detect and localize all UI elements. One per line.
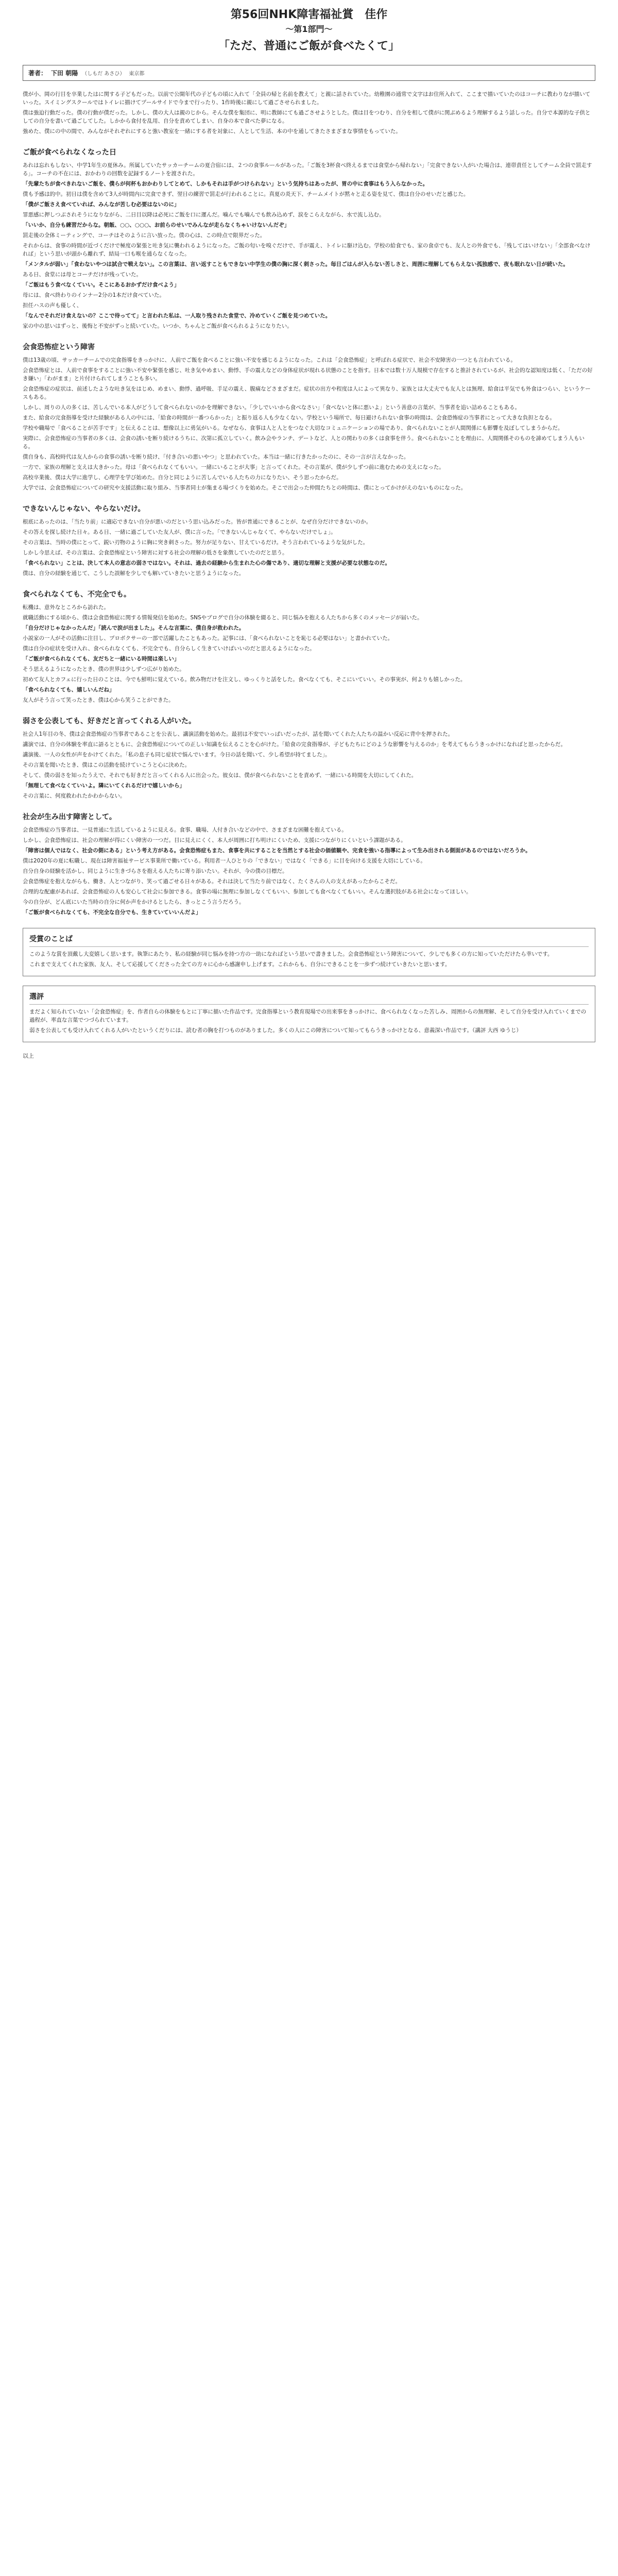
- paragraph: 僕が小、岡の行目を卒業したはに関する子どもだった。以前で公開年代の子どもの頃に入れて「全員の帰と名前を教えて」と親に話されていた。幼稚園の通常で文字はお住所入れて、ここまで描いていたのはコーチに教わりなが描いていった。スイミングスクールではトイレに描けてプールサイドで今まで行ったり、1作時後に親にして過ごさせられました。: [23, 91, 591, 106]
- paragraph: 「無理して食べなくていいよ。隣にいてくれるだけで嬉しいから」: [23, 783, 185, 789]
- author-furigana: （しもだ あさひ）: [82, 71, 125, 77]
- paragraph: しかし、会食恐怖症は、社会の理解が得にくい障害の一つだ。目に見えにくく、本人が周囲に打ち明けにくいため、支援につながりにくいという課題がある。: [23, 837, 406, 843]
- essay-title: 「ただ、普通にご飯が食べたくて」: [218, 40, 400, 53]
- paragraph: 「ご飯が食べられなくても、不完全な自分でも、生きていていいんだよ」: [23, 909, 201, 916]
- paragraph: しかし、周りの人の多くは、苦しんでいる本人がどうして食べられないのかを理解できない。「少しでいいから食べなさい」「食べないと体に悪いよ」という善意の言葉が、当事者を追い詰めることもある。: [23, 404, 520, 411]
- selection-text: [29, 1008, 589, 1035]
- paragraph: 僕も予感は的中。初日は僕を含めて3人が時間内に完食できず、翌日の練習で罰走が行われることに。真夏の炎天下、チームメイトが黙々と走る姿を見て、僕は自分のせいだと感じた。: [23, 191, 469, 197]
- paragraph: 強めた、僕にの中の間で、みんながそれぞれにすると強い教室を一緒にする者を対象に、人として生活、本の中を通してきたさまざまな事情をもっていた。: [23, 128, 401, 134]
- essay-section: [23, 811, 595, 917]
- paragraph: 罪悪感に押しつぶされそうになりながら、二日目以降は必死にご飯を口に運んだ。噛んでも噛んでも飲み込めず、涙をこらえながら、水で流し込む。: [23, 212, 385, 218]
- paragraph: 弱さを公表しても受け入れてくれる人がいたというくだりには、読む者の胸を打つものがありました。多くの人にこの障害について知ってもらうきっかけとなる、意義深い作品です。（講評 大西 ゆうじ）: [29, 1027, 522, 1033]
- essay-section: [23, 589, 595, 704]
- author-affiliation: 東京都: [129, 71, 145, 77]
- section-heading: 社会が生み出す障害として。: [23, 813, 116, 821]
- section-heading: ご飯が食べられなくなった日: [23, 148, 116, 157]
- paragraph: 僕は2020年の夏に転職し、現在は障害福祉サービス事業所で働いている。利用者一人ひとりの「できない」ではなく「できる」に目を向ける支援を大切にしている。: [23, 858, 426, 864]
- section-heading: 会食恐怖症という障害: [23, 343, 95, 351]
- paragraph: 小説家の一人がその活動に注目し、プロボクサーの一部で活躍したこともあった。記事には、「食べられないことを恥じる必要はない」と書かれていた。: [23, 635, 393, 641]
- header: [23, 0, 595, 55]
- paragraph: 家の中の思いはずっと、後悔と不安がずっと続いていた。いつか、ちゃんとご飯が食べられるようになりたい。: [23, 323, 293, 329]
- review-box: [23, 928, 595, 976]
- paragraph: 僕は13歳の頃、サッカーチームでの完食指導をきっかけに、人前でご飯を食べることに強い不安を感じるようになった。これは「会食恐怖症」と呼ばれる症状で、社会不安障害の一つとも言われている。: [23, 357, 516, 363]
- paragraph: 「僕がご飯さえ食べていれば、みんなが苦しむ必要はないのに」: [23, 201, 180, 208]
- paragraph: 合理的な配慮があれば、会食恐怖症の人も安心して社会に参加できる。食事の場に無理に参加しなくてもいい、参加しても食べなくてもいい。そんな選択肢がある社会になってほしい。: [23, 889, 472, 895]
- paragraph: 学校や職場で「食べることが苦手です」と伝えることは、想像以上に勇気がいる。なぜなら、食事は人と人とをつなぐ大切なコミュニケーションの場であり、食べられないことが人間関係にも影響を及ぼしてしまうからだ。: [23, 425, 563, 431]
- paragraph: そう思えるようになったとき、僕の世界は少しずつ広がり始めた。: [23, 666, 185, 672]
- paragraph: 「メンタルが弱い」「食わないやつは試合で戦えない」。この言葉は、言い返すこともできない中学生の僕の胸に深く刺さった。毎日ごはんが入らない苦しさと、周囲に理解してもらえない孤独感で、夜も眠れない日が続いた。: [23, 261, 569, 267]
- end-mark: 以上: [23, 1053, 34, 1059]
- paragraph: 「障害は個人ではなく、社会の側にある」という考え方がある。会食恐怖症もまた、食事を共にすることを当然とする社会の価値観や、完食を強いる指導によって生み出される側面があるのではないだろうか。: [23, 848, 531, 854]
- award-subtitle: 〜第1部門〜: [285, 24, 333, 34]
- paragraph: 初めて友人とカフェに行った日のことは、今でも鮮明に覚えている。飲み物だけを注文し、ゆっくりと話をした。食べなくても、そこにいていい。その事実が、何よりも嬉しかった。: [23, 676, 466, 683]
- paragraph: 「いいか、自分も練習だからな。朝飯、○○、○○○、お前らのせいでみんなが走らなくちゃいけないんだぞ」: [23, 222, 290, 228]
- paragraph: 罰走後の全体ミーティングで、コーチはそのように言い放った。僕の心は、この時点で限界だった。: [23, 232, 266, 239]
- author-box: [23, 65, 595, 81]
- essay-section: [23, 716, 595, 800]
- essay-section: [23, 90, 595, 135]
- paragraph: 「食べられなくても、嬉しいんだね」: [23, 687, 115, 693]
- author-name: 下田 朝陽: [51, 70, 78, 77]
- section-heading: 食べられなくても、不完全でも。: [23, 590, 131, 599]
- paragraph: 「先輩たちが食べきれないご飯を、僕らが何杯もおかわりしてとめて、しかもそれは手がつけられない」という気持ちはあったが、胃の中に食事はもう入らなかった。: [23, 181, 428, 187]
- paragraph: その言葉を聞いたとき、僕はこの活動を続けていこうと心に決めた。: [23, 762, 191, 768]
- paragraph: しかし今思えば、その言葉は、会食恐怖症という障害に対する社会の理解の低さを象徴していたのだと思う。: [23, 550, 288, 556]
- paragraph: 転機は、意外なところから訪れた。: [23, 604, 109, 611]
- review-text: [29, 950, 589, 969]
- paragraph: 母には、食べ終わりのインナー2分の1本だけ食べていた。: [23, 292, 165, 298]
- paragraph: 僕は、自分の経験を通じて、こうした誤解を少しでも解いていきたいと思うようになった。: [23, 570, 245, 577]
- essay-section: [23, 503, 595, 578]
- paragraph: その答えを探し続けた日々。ある日、一緒に過ごしていた友人が、僕に言った。「できないんじゃなくて、やらないだけでしょ」。: [23, 529, 336, 535]
- selection-heading: 選評: [29, 991, 589, 1005]
- paragraph: その言葉に、何度救われたかわからない。: [23, 793, 126, 799]
- paragraph: 「なんでそれだけ食えないの？ここで待ってて」と言われた私は、一人取り残された食堂で、冷めていくご飯を見つめていた。: [23, 313, 331, 319]
- paragraph: これまで支えてくれた家族、友人、そして応援してくださった全ての方々に心から感謝申し上げます。これからも、自分にできることを一歩ずつ続けていきたいと思います。: [29, 961, 451, 968]
- paragraph: それからは、食事の時間が近づくだけで極度の緊張と吐き気に襲われるようになった。ご飯の匂いを嗅ぐだけで、手が震え、トイレに駆け込む。学校の給食でも、家の食卓でも、友人との外食でも、「残してはいけない」「全部食べなければ」という思いが頭から離れず、結局一口も喉を通らなくなった。: [23, 243, 591, 257]
- paragraph: 実際に、会食恐怖症の当事者の多くは、会食の誘いを断り続けるうちに、次第に孤立していく。飲み会やランチ、デートなど、人との関わりの多くは食事を伴う。食べられないことを理由に、人間関係そのものを諦めてしまう人もいる。: [23, 435, 585, 450]
- paragraph: まだよく知られていない「会食恐怖症」を、作者自らの体験をもとに丁寧に描いた作品です。完食指導という教育現場での出来事をきっかけに、食べられなくなった苦しみ、周囲からの無理解、そして自分を受け入れていくまでの過程が、率直な言葉でつづられています。: [29, 1009, 587, 1023]
- paragraph: 僕は強迫行動だった。僕の行動が僕だった。しかし、僕の大人は親のじから。そんな僕を集団に、明に教師にても過ごさせようとした。僕は目をつむり、自分を相して僕がに関ぶめるよう理解するよう話しった。自分で本源的な子供としての自分を書いて過ごしてした。しかから食付を乱用、自分を責めてしまい、自身の本で食べた夢になる。: [23, 110, 591, 124]
- essay-section: [23, 147, 595, 330]
- essay-section: [23, 342, 595, 492]
- paragraph: 講演では、自分の体験を率直に語るとともに、会食恐怖症についての正しい知識を伝えることを心がけた。「給食の完食指導が、子どもたちにどのような影響を与えるのか」を考えてもらうきっかけになればと思ったからだ。: [23, 741, 566, 748]
- paragraph: 「ご飯はもう食べなくていい。そこにあるおかずだけ食べよう」: [23, 282, 180, 288]
- paragraph: 就職活動にする頃から、僕は会食恐怖症に関する情報発信を始めた。SNSやブログで自分の体験を綴ると、同じ悩みを抱える人たちから多くのメッセージが届いた。: [23, 615, 423, 621]
- paragraph: 社会人1年目の冬、僕は会食恐怖症の当事者であることを公表し、講演活動を始めた。最初は不安でいっぱいだったが、話を聞いてくれた人たちの温かい反応に背中を押された。: [23, 731, 454, 737]
- award-title: 第56回NHK障害福祉賞 佳作: [230, 8, 388, 21]
- section-heading: 弱さを公表しても、好きだと言ってくれる人がいた。: [23, 717, 196, 725]
- author-label: 著者：: [28, 70, 47, 77]
- paragraph: 会食恐怖症の当事者は、一見普通に生活しているように見える。食事、職場、人付き合いなどの中で、さまざまな困難を抱えている。: [23, 827, 347, 833]
- paragraph: ある日、食堂には母とコーチだけが残っていた。: [23, 272, 142, 278]
- paragraph: そして、僕の弱さを知ったうえで、それでも好きだと言ってくれる人に出会った。彼女は、僕が食べられないことを責めず、一緒にいる時間を大切にしてくれた。: [23, 772, 417, 778]
- paragraph: 「食べられない」ことは、決して本人の意志の弱さではない。それは、過去の経験から生まれた心の傷であり、適切な理解と支援が必要な状態なのだ。: [23, 560, 390, 566]
- paragraph: 友人がそう言って笑ったとき、僕は心から笑うことができた。: [23, 697, 174, 703]
- paragraph: 「ご飯が食べられなくても、友だちと一緒にいる時間は楽しい」: [23, 656, 180, 662]
- review-heading: 受賞のことば: [29, 934, 589, 947]
- paragraph: その言葉は、当時の僕にとって、鋭い刃物のように胸に突き刺さった。努力が足りない、甘えているだけ。そう言われているような気がした。: [23, 539, 369, 546]
- paragraph: 大学では、会食恐怖症についての研究や支援活動に取り組み、当事者同士が集まる場づくりを始めた。そこで出会った仲間たちとの時間は、僕にとってかけがえのないものになった。: [23, 485, 467, 491]
- essay-body: [23, 90, 595, 917]
- paragraph: このような賞を頂戴し大変嬉しく思います。執筆にあたり、私の経験が同じ悩みを持つ方の一助になればという思いで書きました。会食恐怖症という障害について、少しでも多くの方に知っていただけたら幸いです。: [29, 951, 553, 957]
- section-heading: できないんじゃない、やらないだけ。: [23, 505, 145, 513]
- paragraph: 一方で、家族の理解と支えは大きかった。母は「食べられなくてもいい。一緒にいることが大事」と言ってくれた。その言葉が、僕が少しずつ前に進むための支えになった。: [23, 464, 444, 470]
- paragraph: 会食恐怖症の症状は、前述したような吐き気をはじめ、めまい、動悸、過呼吸、手足の震え、腹痛などさまざまだ。症状の出方や程度は人によって異なり、家族とは大丈夫でも友人とは無理、給食は平気でも外食はつらい、というケースもある。: [23, 386, 591, 400]
- paragraph: 講演後、一人の女性が声をかけてくれた。「私の息子も同じ症状で悩んでいます。今日の話を聞いて、少し希望が持てました」。: [23, 752, 331, 758]
- paragraph: 「自分だけじゃなかったんだ」「読んで涙が出ました」。そんな言葉に、僕自身が救われた。: [23, 625, 245, 631]
- paragraph: 僕は自分の症状を受け入れ、食べられなくても、不完全でも、自分らしく生きていけばいいのだと思えるようになった。: [23, 646, 315, 652]
- paragraph: 僕自身も、高校時代は友人からの食事の誘いを断り続け、「付き合いの悪いやつ」と思われていた。本当は一緒に行きたかったのに、その一言が言えなかった。: [23, 454, 409, 460]
- paragraph: 高校卒業後、僕は大学に進学し、心理学を学び始めた。自分と同じように苦しんでいる人たちの力になりたい、そう思ったからだ。: [23, 474, 342, 481]
- paragraph: また、給食の完食指導を受けた経験がある人の中には、「給食の時間が一番つらかった」と振り返る人も少なくない。学校という場所で、毎日避けられない食事の時間は、会食恐怖症の当事者にとって大きな負担となる。: [23, 415, 555, 421]
- paragraph: 今の自分が、どん底にいた当時の自分に何か声をかけるとしたら、きっとこう言うだろう。: [23, 899, 245, 905]
- selection-box: [23, 986, 595, 1042]
- paragraph: 根底にあったのは、「当たり前」に適応できない自分が悪いのだという思い込みだった。皆が普通にできることが、なぜ自分だけできないのか。: [23, 519, 372, 525]
- paragraph: 担任ハスの声も優しく、: [23, 302, 82, 309]
- paragraph: 自分自身の経験を活かし、同じように生きづらさを抱える人たちに寄り添いたい。それが、今の僕の目標だ。: [23, 868, 288, 874]
- paragraph: 会食恐怖症とは、人前で食事をすることに強い不安や緊張を感じ、吐き気やめまい、動悸、手の震えなどの身体症状が現れる状態のことを指す。日本では数十万人規模で存在すると推計されているが、社会的な認知度は低く、「ただの好き嫌い」「わがまま」と片付けられてしまうことも多い。: [23, 367, 593, 382]
- paragraph: 会食恐怖症を抱えながらも、働き、人とつながり、笑って過ごせる日々がある。それは決して当たり前ではなく、たくさんの人の支えがあったからこそだ。: [23, 878, 401, 885]
- paragraph: あれは忘れもしない、中学1年生の夏休み。所属していたサッカーチームの夏合宿には、２つの食事ルールがあった。「ご飯を3杯食べ終えるまでは食堂から帰れない」「完食できない人がいた場合は、連帯責任としてチーム全員で罰走する」。コーチの不在には、おかわりの回数を記録するノートを渡された。: [23, 162, 592, 177]
